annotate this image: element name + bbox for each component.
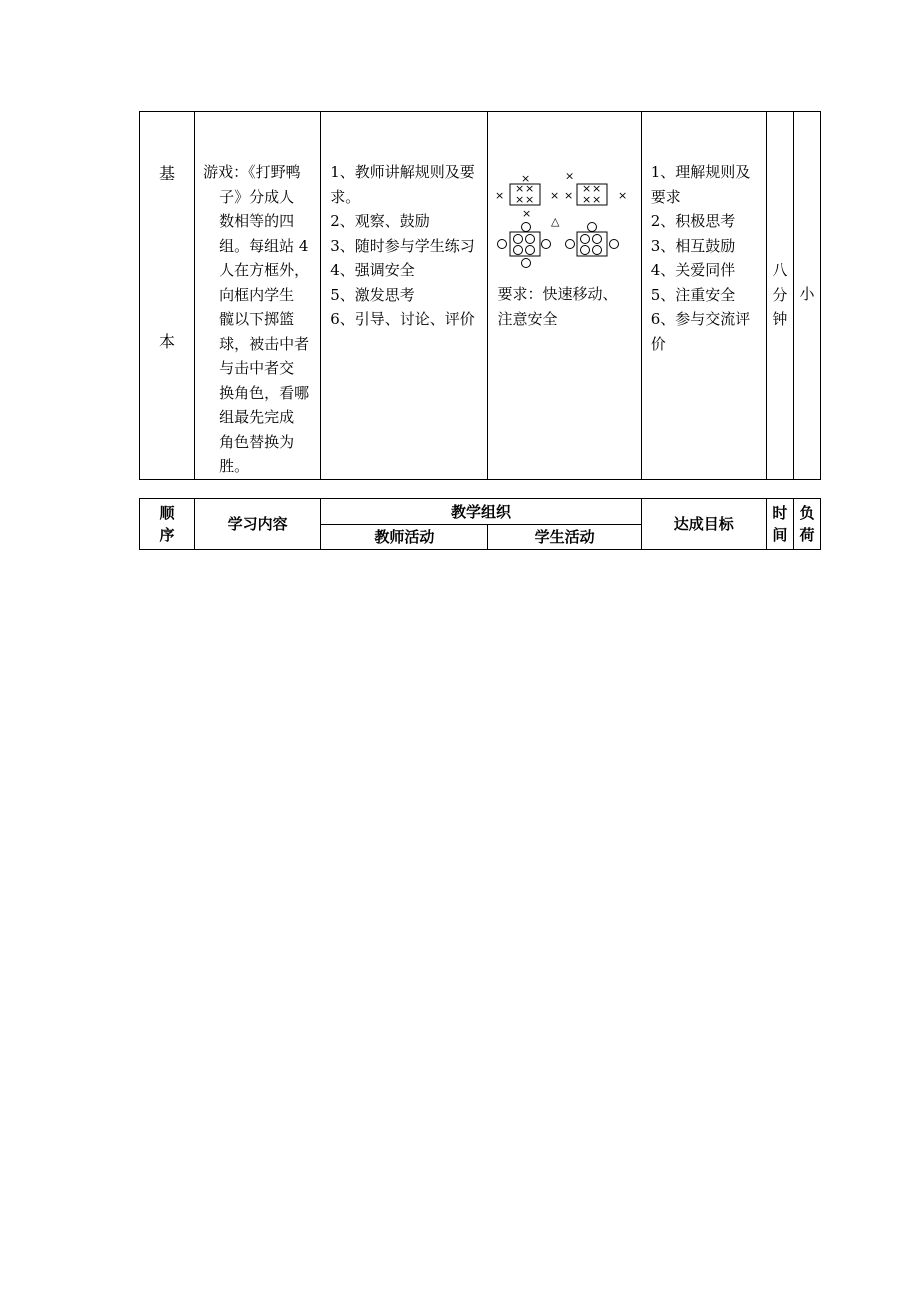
list-item: 1、理解规则及 — [650, 163, 751, 181]
list-item: 4、关爱同伴 — [650, 261, 736, 279]
formation-diagram — [494, 172, 634, 272]
requirement-text — [497, 282, 634, 331]
attacker-mark: × — [525, 182, 535, 195]
section-label-1: 基 — [159, 164, 176, 183]
goal-list — [642, 112, 766, 356]
lesson-plan-table — [139, 111, 821, 480]
attacker-mark: × — [522, 207, 532, 220]
header-content: 学习内容 — [195, 499, 321, 550]
defender-mark — [610, 240, 619, 249]
defender-mark — [581, 235, 590, 244]
section-label-2: 本 — [159, 332, 176, 351]
list-item: 5、注重安全 — [650, 285, 736, 304]
header-seq — [140, 499, 195, 550]
defender-mark — [526, 246, 535, 255]
defender-mark — [522, 259, 531, 268]
list-item: 求。 — [330, 187, 361, 206]
defender-mark — [514, 246, 523, 255]
time-cell — [766, 112, 793, 480]
defender-marks — [498, 223, 619, 268]
defender-mark — [566, 240, 575, 249]
attacker-mark: × — [525, 193, 535, 206]
learning-content-cell — [195, 112, 321, 480]
header-char: 时 — [772, 504, 788, 522]
requirement-line: 注意安全 — [497, 309, 558, 328]
list-item: 5、激发思考 — [330, 285, 415, 304]
list-item: 4、强调安全 — [330, 261, 415, 279]
list-item: 2、观察、鼓励 — [330, 212, 430, 230]
goal-cell — [641, 112, 766, 480]
header-student-activity: 学生活动 — [488, 525, 641, 550]
teacher-activity-list — [321, 112, 487, 332]
student-activity-cell — [488, 112, 641, 480]
game-line: 组最先完成 — [219, 408, 295, 426]
defender-mark — [581, 246, 590, 255]
defender-mark — [593, 246, 602, 255]
defender-mark — [514, 235, 523, 244]
list-item: 要求 — [650, 187, 681, 206]
header-char: 荷 — [799, 526, 815, 544]
list-item: 3、随时参与学生练习 — [330, 236, 475, 255]
list-item: 1、教师讲解规则及要 — [330, 163, 475, 181]
attacker-mark: × — [515, 193, 525, 206]
attacker-mark: × — [592, 182, 602, 195]
game-line: 与击中者交 — [219, 359, 295, 377]
attacker-mark: × — [582, 193, 592, 206]
game-line: 角色替换为 — [219, 432, 295, 451]
defender-mark — [498, 240, 507, 249]
header-table — [139, 498, 821, 550]
list-item: 6、引导、讨论、评价 — [330, 310, 475, 328]
table-row — [140, 112, 821, 480]
game-line: 组。每组站 4 — [219, 236, 309, 255]
attacker-mark: × — [495, 189, 505, 202]
attacker-mark: × — [582, 182, 592, 195]
game-description — [195, 112, 320, 479]
game-line: 子》分成人 — [219, 187, 295, 206]
header-teacher-activity: 教师活动 — [321, 525, 488, 550]
list-item: 2、积极思考 — [650, 212, 736, 230]
defender-mark — [588, 223, 597, 232]
table-row — [140, 499, 821, 525]
header-char: 序 — [159, 526, 175, 544]
load-cell — [793, 112, 820, 480]
game-line: 髋以下掷篮 — [219, 310, 295, 328]
game-line: 游戏：《打野鸭 — [203, 163, 301, 181]
attacker-mark: × — [564, 189, 574, 202]
header-char: 间 — [772, 526, 788, 544]
header-time — [766, 499, 793, 550]
time-char: 分 — [772, 285, 788, 304]
game-line: 数相等的四 — [219, 212, 295, 230]
header-org: 教学组织 — [321, 499, 641, 525]
defender-mark — [593, 235, 602, 244]
attacker-mark: × — [565, 172, 575, 183]
list-item: 3、相互鼓励 — [650, 236, 736, 255]
section-cell — [140, 112, 195, 480]
attacker-mark: × — [521, 172, 531, 185]
header-char: 负 — [799, 504, 815, 522]
game-line: 人在方框外， — [219, 261, 310, 279]
header-goal: 达成目标 — [641, 499, 766, 550]
attacker-mark: × — [618, 189, 628, 202]
attacker-mark: × — [550, 189, 560, 202]
attacker-mark: × — [592, 193, 602, 206]
game-line: 向框内学生 — [219, 285, 295, 304]
defender-mark — [526, 235, 535, 244]
game-line: 胜。 — [219, 457, 250, 475]
attacker-mark: × — [515, 182, 525, 195]
teacher-activity-cell — [321, 112, 488, 480]
load-value: 小 — [799, 285, 815, 303]
requirement-line: 要求：快速移动、 — [497, 285, 618, 303]
time-char: 钟 — [772, 310, 788, 328]
game-line: 换角色，看哪 — [219, 383, 310, 402]
header-char: 顺 — [159, 504, 175, 522]
defender-mark — [542, 240, 551, 249]
defender-mark — [522, 223, 531, 232]
list-item: 价 — [650, 334, 666, 353]
header-load — [793, 499, 820, 550]
list-item: 6、参与交流评 — [650, 310, 751, 328]
teacher-marker: △ — [551, 215, 560, 228]
time-char: 八 — [772, 261, 788, 279]
game-line: 球，被击中者 — [219, 334, 310, 353]
